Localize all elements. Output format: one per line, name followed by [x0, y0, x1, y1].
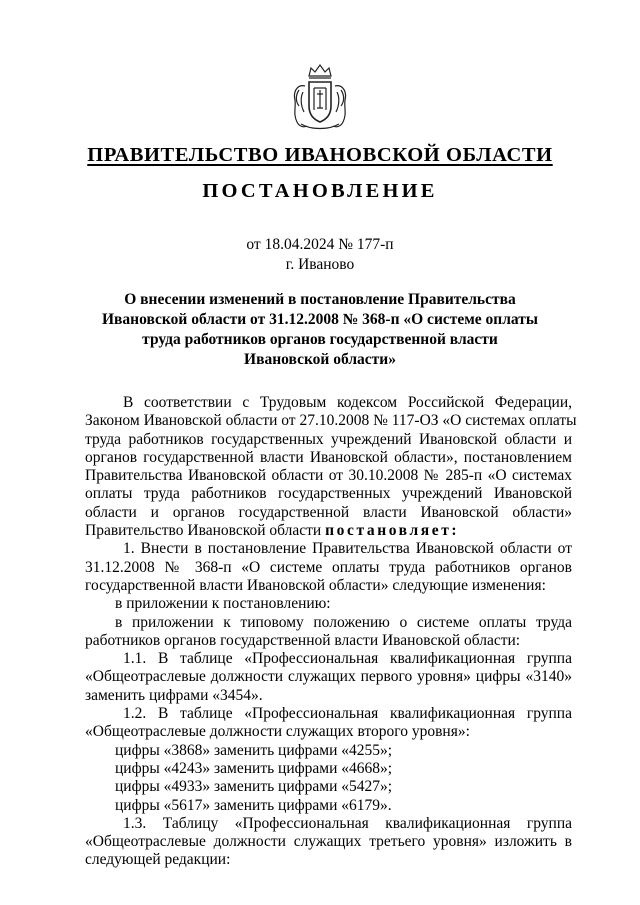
item-1-3-line: «Общеотраслевые должности служащих третьего уровня» изложить в — [85, 833, 572, 851]
replacement-line: цифры «5617» заменить цифрами «6179». — [115, 796, 392, 814]
item-1-3-line: 1.3. Таблицу «Профессиональная квалификационная группа — [123, 814, 572, 832]
preamble-line: труда работников государственных учреждений Ивановской области и — [85, 430, 572, 448]
preamble-line: оплаты труда работников государственных учреждений Ивановской — [85, 485, 572, 503]
typical-position-line: работников органов государственной власти Ивановской области: — [85, 631, 521, 649]
preamble-line: Правительства Ивановской области от 30.10.2008 № 285-п «О системах — [85, 467, 572, 485]
preamble-line: Законом Ивановской области от 27.10.2008 № 117-ОЗ «О системах оплаты — [85, 412, 577, 430]
preamble-line: органов государственной власти Ивановской области», постановлением — [85, 448, 572, 466]
item-1-1-line: 1.1. В таблице «Профессиональная квалификационная группа — [123, 650, 572, 668]
coat-of-arms-icon — [287, 62, 353, 132]
item-1-1-line: «Общеотраслевые должности служащих первого уровня» цифры «3140» — [85, 668, 572, 686]
document-type: ПОСТАНОВЛЕНИЕ — [202, 180, 438, 202]
item-1-line: 1. Внести в постановление Правительства Ивановской области от — [123, 540, 572, 558]
item-1-2-line: 1.2. В таблице «Профессиональная квалификационная группа — [123, 705, 572, 723]
item-1-3-line: следующей редакции: — [85, 851, 231, 869]
decree-date-number: от 18.04.2024 № 177-п — [246, 236, 394, 253]
appendix-line: в приложении к постановлению: — [115, 595, 331, 613]
decree-subject — [60, 290, 580, 370]
subject-line: О внесении изменений в постановление Правительства — [124, 291, 516, 308]
subject-line: труда работников органов государственной власти — [142, 331, 498, 348]
preamble-line: В соответствии с Трудовым кодексом Российской Федерации, — [123, 394, 572, 411]
replacement-line: цифры «4243» заменить цифрами «4668»; — [115, 759, 393, 777]
decree-word: постановляет: — [325, 522, 460, 540]
replacement-line: цифры «3868» заменить цифрами «4255»; — [115, 741, 393, 759]
decree-body — [85, 394, 577, 870]
preamble-line: области и органов государственной власти Ивановской области» — [85, 503, 572, 521]
typical-position-line: в приложении к типовому положению о системе оплаты труда — [115, 613, 572, 631]
preamble-end: Правительство Ивановской области — [85, 522, 322, 540]
item-1-line: государственной власти Ивановской области» следующие изменения: — [85, 576, 546, 594]
preamble-final-line — [85, 522, 572, 540]
government-title: ПРАВИТЕЛЬСТВО ИВАНОВСКОЙ ОБЛАСТИ — [87, 144, 553, 166]
item-1-1-line: заменить цифрами «3454». — [85, 686, 263, 704]
city: г. Иваново — [285, 256, 355, 273]
item-1-2-line: «Общеотраслевые должности служащих второго уровня»: — [85, 723, 470, 741]
replacement-line: цифры «4933» заменить цифрами «5427»; — [115, 778, 393, 796]
subject-line: Ивановской области от 31.12.2008 № 368-п «О системе оплаты — [102, 311, 538, 328]
subject-line: Ивановской области» — [244, 351, 396, 368]
item-1-line: 31.12.2008 № 368-п «О системе оплаты труда работников органов — [85, 558, 572, 576]
